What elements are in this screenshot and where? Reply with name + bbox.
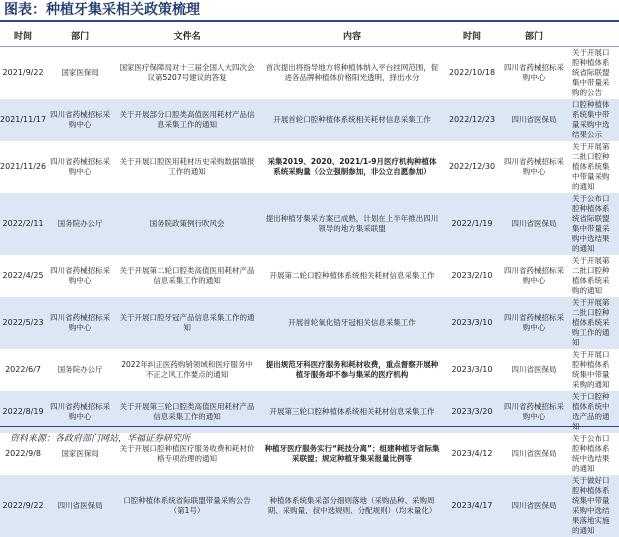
cell-content: 开展第二轮口腔种植体系统相关耗材信息采集工作 [269,271,435,280]
cell-date: 2021/11/26 [0,162,47,171]
header-file-2 [568,24,619,47]
cell-content: 种植体系统集采部分细则落地（采购品种、采购周期、采购量、叔中选规则、分配规则）（均未量化） [260,475,444,537]
cell-file-2: 关于开展第二批口腔种植体系统采购的通知 [571,256,610,295]
header-date: 时间 [0,24,46,47]
table-row [0,297,619,349]
cell-content: 开展首轮口腔种植体系统相关耗材信息采集工作 [260,99,444,141]
cell-dept-2: 四川省药械招标采购中心 [503,63,564,82]
cell-date-2: 2022/10/18 [448,68,496,77]
table-row [0,141,619,193]
cell-dept-2: 四川省医保局 [500,475,568,537]
cell-file: 口腔种植体系统省际联盟带量采购公告（第1号） [114,475,260,537]
cell-date: 2022/6/7 [5,365,42,374]
cell-date: 2022/9/8 [5,449,42,458]
cell-content: 采集2019、2020、2021/1-9月医疗机构种植体系统采购量（公立强制参加，非公立自愿参加） [267,157,437,176]
cell-file-2: 关于开展第二批口腔种植体系统集中带量采购的通知 [571,142,610,191]
cell-dept-2: 四川省医保局 [500,193,568,255]
table-row [0,255,619,297]
cell-dept: 国家医保局 [61,449,99,458]
cell-date-2: 2022/12/30 [448,162,496,171]
cell-dept: 四川省药械招标采购中心 [50,266,111,285]
cell-date: 2022/4/25 [2,271,44,280]
cell-content: 开展首轮氧化锆牙冠相关信息采集工作 [260,297,444,349]
bottom-rule [0,426,619,427]
cell-file-2: 关于公布口腔种植体系统省际联盟集中带量采购中选结果的通知 [568,193,619,255]
cell-file: 关于开展口腔医用耗材历史采购数据填报工作的通知 [119,157,255,176]
table-row [0,193,619,255]
cell-dept-2: 四川省医保局 [500,99,568,141]
cell-file-2: 关于开展口腔种植体系统省际联盟集中带量采购的公告 [571,48,610,97]
cell-date-2: 2022/12/23 [444,99,500,141]
cell-content: 开展第三轮口腔种植体系统相关耗材信息采集工作 [260,391,444,433]
cell-file: 关于开展第二轮口腔类高值医用耗材产品信息采集工作的通知 [119,266,255,285]
cell-file-2: 关于口腔种植体系统中选产品的通 [568,391,619,433]
title-rule [0,20,619,22]
cell-file: 国家医疗保障局对十三届全国人大四次会议第5207号建议的答复 [119,63,255,82]
cell-date: 2021/11/17 [0,99,46,141]
cell-file: 2022年纠正医药购销领域和医疗服务中不正之风工作要点的通知 [121,360,253,379]
cell-dept: 四川省药械招标采购中心 [50,157,111,176]
cell-file-2: 关于开展第二批口腔种植体系统采购工作的通知 [568,297,619,349]
cell-content: 提出种植牙集采方案已成熟，计划在上半年推出四川领导的地方集采联盟 [260,193,444,255]
cell-date-2: 2023/4/17 [444,475,500,537]
cell-date-2: 2023/4/12 [451,449,493,458]
cell-file-2: 关于公布口腔种植体系统中选结果的通知 [571,434,610,473]
cell-date: 2022/8/19 [0,391,46,433]
cell-dept-2: 四川省药械招标采购中心 [503,266,564,285]
cell-dept: 四川省医保局 [46,475,114,537]
cell-dept: 国务院办公厅 [57,365,103,374]
cell-file: 关于开展第三轮口腔类高值医用耗材产品信息采集工作的通知 [114,391,260,433]
cell-file: 关于开展口腔种植医疗服务收费和耗材价格专项治理的通知 [119,444,255,463]
cell-date-2: 2023/3/10 [451,365,493,374]
cell-dept-2: 四川省药械招标采购中心 [500,297,568,349]
cell-content: 提出规范牙科医疗服务和耗材收费，重点督察开展种植牙服务却不参与集采的医疗机构 [265,360,439,379]
cell-date: 2022/9/22 [0,475,46,537]
cell-file: 关于开展口腔牙冠产品信息采集工作的通知 [114,297,260,349]
table-row [0,99,619,141]
cell-dept-2: 四川省药械招标采购中心 [503,157,564,176]
header-file: 文件名 [114,24,260,47]
cell-content: 首次提出将指导地方将种植体纳入平台挂网范围，促进各品牌种植体价格阳光透明，择出水分 [265,63,439,82]
table-row [0,475,619,537]
cell-dept: 国务院办公厅 [46,193,114,255]
cell-date-2: 2022/1/19 [444,193,500,255]
cell-dept-2: 四川省医保局 [511,449,557,458]
header-row [0,24,619,47]
cell-dept-2: 四川省医保局 [511,365,557,374]
cell-date: 2022/5/23 [0,297,46,349]
cell-dept: 四川省药械招标采购中心 [46,99,114,141]
source-note: 资料来源：各政府部门网站，华福证券研究所 [10,434,191,444]
policy-table [0,24,619,537]
cell-file: 关于开展部分口腔类高值医用耗材产品信息采集工作的通知 [114,99,260,141]
cell-date-2: 2023/3/10 [444,297,500,349]
header-dept-2: 部门 [500,24,568,47]
header-content: 内容 [260,24,444,47]
cell-dept: 国家医保局 [61,68,99,77]
cell-file-2: 口腔种植体系统集中带量采购中选结果公示 [568,99,619,141]
cell-dept-2: 四川省药械招标采购中心 [500,391,568,433]
cell-file: 国务院政策例行吹风会 [114,193,260,255]
header-date-2: 时间 [444,24,500,47]
cell-date-2: 2023/3/20 [444,391,500,433]
header-dept: 部门 [46,24,114,47]
cell-date: 2022/2/11 [0,193,46,255]
cell-dept: 四川省药械招标采购中心 [46,297,114,349]
cell-file-2: 关于开展口腔种植体系统集中带量采购的通知 [571,350,610,389]
cell-date: 2021/9/22 [2,68,44,77]
figure-title: 图表：种植牙集采相关政策梳理 [4,2,200,18]
table-row [0,47,619,100]
cell-date-2: 2023/2/10 [451,271,493,280]
cell-file-2: 关于做好口腔种植体系统集中带量采购中选结果落地实施的通知 [568,475,619,537]
cell-content: 种植牙医疗服务实行“耗技分离”；组建种植牙省际集采联盟；规定种植牙集采报量比例等 [264,444,440,463]
cell-dept: 四川省药械招标采购中心 [46,391,114,433]
table-row [0,349,619,391]
